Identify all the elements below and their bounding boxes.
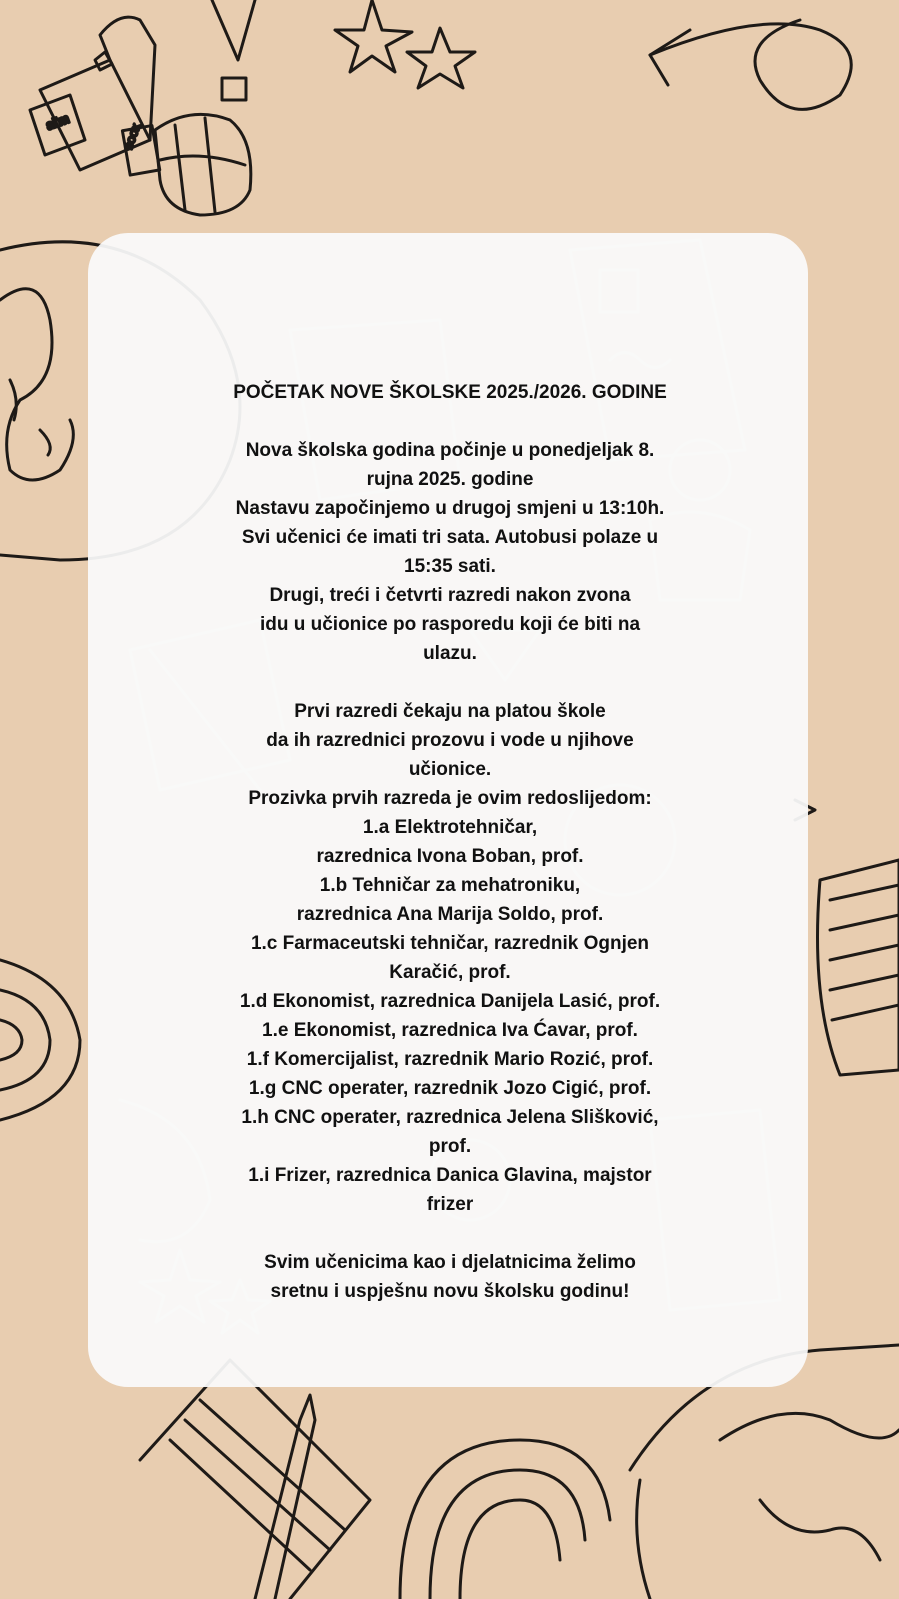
first-grade-line: prof. [428, 1136, 472, 1157]
intro-line: Nova školska godina počinje u ponedjeljak 8. [245, 440, 655, 461]
first-grade-line: razrednica Ivona Boban, prof. [316, 846, 584, 867]
star-icon [335, 0, 475, 88]
announcement-title: POČETAK NOVE ŠKOLSKE 2025./2026. GODINE [233, 382, 667, 403]
first-grade-line: frizer [426, 1194, 474, 1215]
backpack-icon [122, 114, 250, 215]
intro-line: ulazu. [423, 643, 477, 664]
intro-line: Nastavu započinjemo u drugoj smjeni u 13:10h. [235, 498, 665, 519]
notepad-pen-icon [140, 1360, 370, 1599]
first-grade-line: 1.d Ekonomist, razrednica Danijela Lasić, prof. [239, 991, 661, 1012]
first-grade-line: 1.c Farmaceutski tehničar, razrednik Ognjen [250, 933, 650, 954]
first-grade-line: 1.h CNC operater, razrednica Jelena Slišković, [241, 1107, 659, 1128]
books-icon [818, 860, 899, 1075]
first-grade-line: Karačić, prof. [389, 962, 511, 983]
first-grade-line: razrednica Ana Marija Soldo, prof. [296, 904, 604, 925]
first-grade-line: 1.a Elektrotehničar, [362, 817, 538, 838]
intro-line: rujna 2025. godine [366, 469, 534, 490]
closing-line: sretnu i uspješnu novu školsku godinu! [270, 1281, 630, 1302]
first-grade-line: 1.i Frizer, razrednica Danica Glavina, majstor [248, 1165, 652, 1186]
curly-arrow-icon [650, 20, 851, 109]
first-grade-line: 1.b Tehničar za mehatroniku, [319, 875, 581, 896]
intro-line: idu u učionice po rasporedu koji će biti na [259, 614, 641, 635]
first-grade-line: 1.f Komercijalist, razrednik Mario Rozić, prof. [246, 1049, 654, 1070]
intro-line: Svi učenici će imati tri sata. Autobusi polaze u [241, 527, 659, 548]
first-grade-line: Prvi razredi čekaju na platou škole [294, 701, 606, 722]
first-grade-line: Prozivka prvih razreda je ovim redoslijedom: [248, 788, 652, 809]
announcement-content [100, 378, 800, 1306]
intro-line: 15:35 sati. [404, 556, 496, 577]
spacer [100, 1219, 800, 1248]
first-grade-line: 1.g CNC operater, razrednik Jozo Cigić, prof. [248, 1078, 652, 1099]
first-grade-line: 1.e Ekonomist, razrednica Iva Ćavar, prof. [262, 1020, 638, 1041]
exclamation-icon [212, 0, 255, 100]
first-grade-line: učionice. [408, 759, 492, 780]
svg-text:BOOK: BOOK [123, 122, 143, 151]
first-grade-line: da ih razrednici prozovu i vode u njihove [266, 730, 634, 751]
closing-line: Svim učenicima kao i djelatnicima želimo [264, 1252, 636, 1273]
spacer [100, 668, 800, 697]
rainbow-icon [0, 960, 80, 1120]
intro-line: Drugi, treći i četvrti razredi nakon zvona [269, 585, 631, 606]
water-bottle-icon [30, 17, 155, 170]
rainbow-icon [400, 1440, 610, 1599]
svg-text:al'm: al'm [43, 110, 72, 133]
